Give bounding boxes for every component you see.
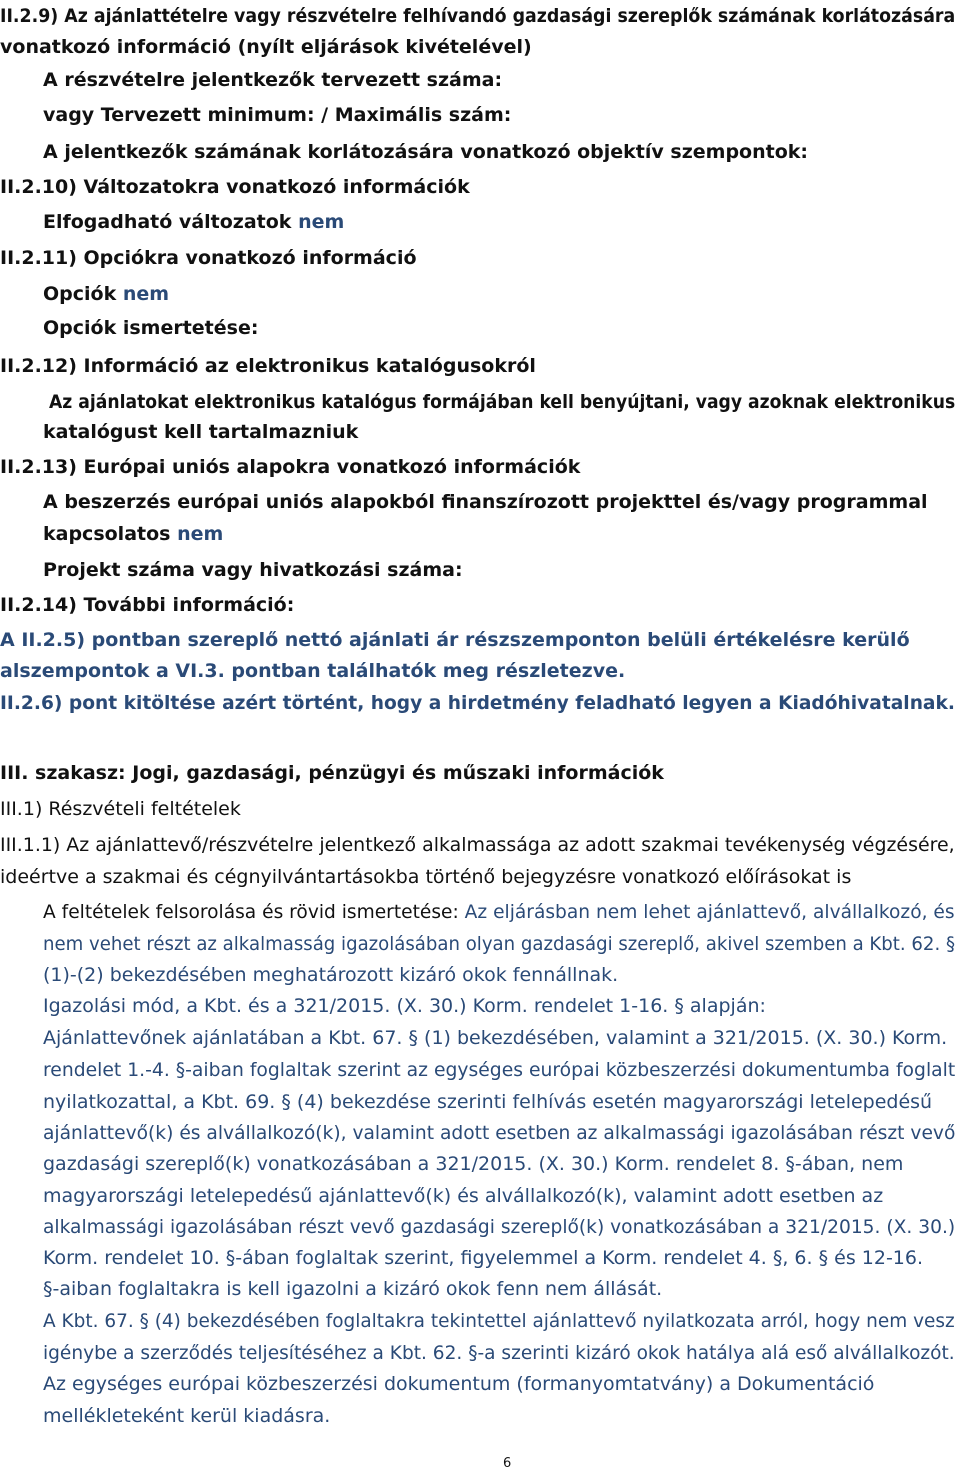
options-label: Opciók xyxy=(43,283,117,305)
conditions-line: A Kbt. 67. § (4) bekezdésében foglaltakra tekintettel ajánlattevő nyilatkozata arról, hogy nem vesz xyxy=(43,1310,955,1332)
conditions-line: mellékleteként kerül kiadásra. xyxy=(43,1405,331,1427)
conditions-line: nyilatkozattal, a Kbt. 69. § (4) bekezdése szerinti felhívás esetén magyarországi letelepedésű xyxy=(43,1091,933,1113)
heading-2-9-line-2: vonatkozó információ (nyílt eljárások kivételével) xyxy=(0,36,532,58)
heading-3: III. szakasz: Jogi, gazdasági, pénzügyi és műszaki információk xyxy=(0,762,664,784)
options-value: nem xyxy=(122,283,170,305)
conditions-line: alkalmassági igazolásában részt vevő gazdasági szereplő(k) vonatkozásában a 321/2015. (X. 30.) xyxy=(43,1216,956,1238)
project-number-label: Projekt száma vagy hivatkozási száma: xyxy=(43,559,463,581)
conditions-line: rendelet 1.-4. §-aiban foglaltak szerint az egységes európai közbeszerzési dokumentumba foglalt xyxy=(43,1059,956,1081)
variants-value: nem xyxy=(298,211,345,233)
conditions-line: (1)-(2) bekezdésében meghatározott kizáró okok fennállnak. xyxy=(43,964,619,986)
conditions-line: §-aiban foglaltakra is kell igazolni a kizáró okok fenn nem állását. xyxy=(43,1278,663,1300)
conditions-line: Az egységes európai közbeszerzési dokumentum (formanyomtatvány) a Dokumentáció xyxy=(43,1373,875,1395)
eu-funds-text-1: A beszerzés európai uniós alapokból finanszírozott projekttel és/vagy programmal xyxy=(43,491,928,513)
heading-2-14: II.2.14) További információ: xyxy=(0,594,295,616)
item-3-1-1-line-2: ideértve a szakmai és cégnyilvántartásokba történő bejegyzésre vonatkozó előírásokat is xyxy=(0,866,852,888)
min-max-label: vagy Tervezett minimum: / Maximális szám: xyxy=(43,104,512,126)
conditions-line: nem vehet részt az alkalmasság igazolásában olyan gazdasági szereplő, akivel szemben a Kbt. 62. § xyxy=(43,933,956,955)
options-desc-label: Opciók ismertetése: xyxy=(43,317,259,339)
heading-2-13: II.2.13) Európai uniós alapokra vonatkozó információk xyxy=(0,456,581,478)
conditions-line: Korm. rendelet 10. §-ában foglaltak szerint, figyelemmel a Korm. rendelet 4. §, 6. § és 12-16. xyxy=(43,1247,924,1269)
heading-2-10: II.2.10) Változatokra vonatkozó információk xyxy=(0,176,470,198)
eu-funds-value: nem xyxy=(177,523,224,545)
conditions-line: magyarországi letelepedésű ajánlattevő(k) és alvállalkozó(k), valamint adott esetben az xyxy=(43,1185,884,1207)
additional-info-1: A II.2.5) pontban szereplő nettó ajánlati ár részszemponton belüli értékelésre kerülő xyxy=(0,629,910,651)
conditions-line: Igazolási mód, a Kbt. és a 321/2015. (X. 30.) Korm. rendelet 1-16. § alapján: xyxy=(43,995,766,1017)
criteria-label: A jelentkezők számának korlátozására vonatkozó objektív szempontok: xyxy=(43,141,809,163)
additional-info-3: II.2.6) pont kitöltése azért történt, hogy a hirdetmény feladható legyen a Kiadóhivatalnak. xyxy=(0,692,955,714)
conditions-line: igénybe a szerződés teljesítéséhez a Kbt. 62. §-a szerinti kizáró okok hatálya alá eső alvállalkozót. xyxy=(43,1342,955,1364)
conditions-row-1 xyxy=(43,900,955,924)
conditions-line: gazdasági szereplő(k) vonatkozásában a 321/2015. (X. 30.) Korm. rendelet 8. §-ában, nem xyxy=(43,1153,904,1175)
eu-funds-text-2: kapcsolatos xyxy=(43,523,171,545)
conditions-line: Az eljárásban nem lehet ajánlattevő, alvállalkozó, és xyxy=(464,901,955,923)
conditions-line: Ajánlattevőnek ajánlatában a Kbt. 67. § (1) bekezdésében, valamint a 321/2015. (X. 30.) Korm. xyxy=(43,1027,948,1049)
heading-3-1: III.1) Részvételi feltételek xyxy=(0,798,241,820)
variants-row xyxy=(43,210,344,234)
options-row xyxy=(43,282,169,306)
catalogue-text-2: katalógust kell tartalmazniuk xyxy=(43,421,359,443)
planned-count-label: A részvételre jelentkezők tervezett száma: xyxy=(43,69,503,91)
conditions-line: ajánlattevő(k) és alvállalkozó(k), valamint adott esetben az alkalmassági igazolásában részt vevő xyxy=(43,1122,956,1144)
item-3-1-1-line-1: III.1.1) Az ajánlattevő/részvételre jelentkező alkalmassága az adott szakmai tevékenység végzésére, xyxy=(0,834,955,856)
additional-info-2: alszempontok a VI.3. pontban találhatók meg részletezve. xyxy=(0,660,626,682)
conditions-label: A feltételek felsorolása és rövid ismertetése: xyxy=(43,901,459,923)
heading-2-9-line-1: II.2.9) Az ajánlattételre vagy részvételre felhívandó gazdasági szereplők számának korlátozására xyxy=(0,5,956,27)
variants-label: Elfogadható változatok xyxy=(43,211,292,233)
heading-2-11: II.2.11) Opciókra vonatkozó információ xyxy=(0,247,417,269)
catalogue-text-1: Az ajánlatokat elektronikus katalógus formájában kell benyújtani, vagy azoknak elektronikus xyxy=(49,391,956,413)
page-number: 6 xyxy=(503,1456,512,1471)
eu-funds-row xyxy=(43,522,223,546)
heading-2-12: II.2.12) Információ az elektronikus katalógusokról xyxy=(0,355,536,377)
